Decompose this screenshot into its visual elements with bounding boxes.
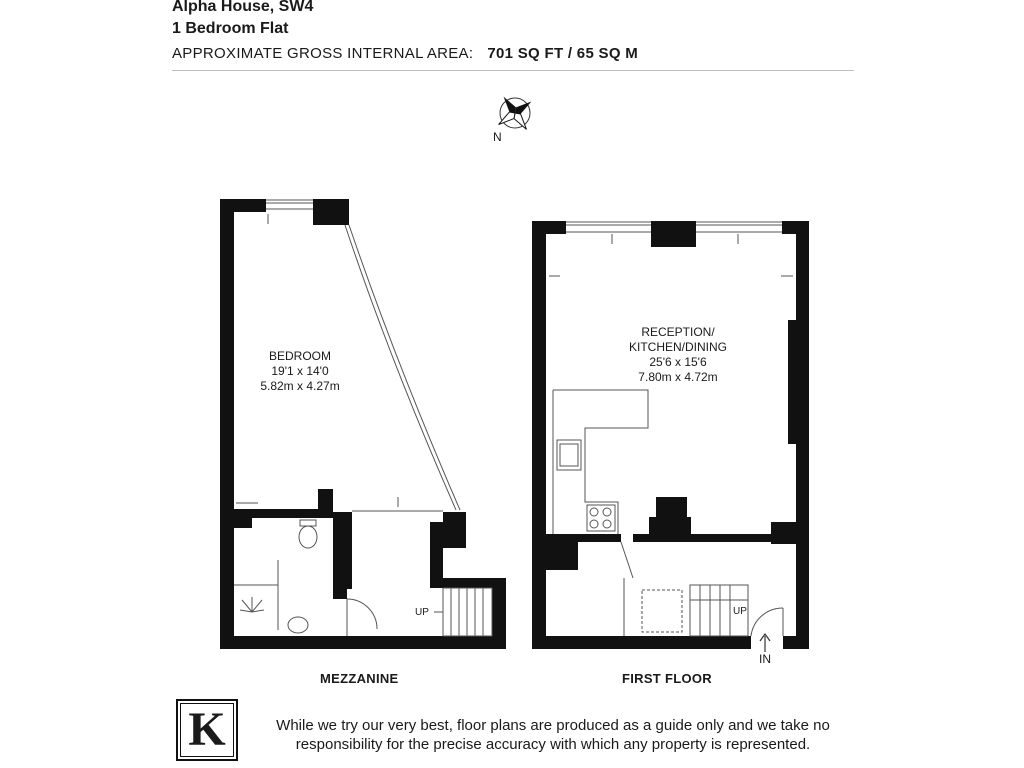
reception-imperial: 25'6 x 15'6: [649, 355, 707, 369]
bedroom-label: [260, 349, 339, 394]
mezzanine-stairs-up-label: UP: [415, 607, 429, 618]
entrance-arrow-icon: [760, 634, 770, 652]
bedroom-metric: 5.82m x 4.27m: [260, 379, 340, 393]
logo-letter: K: [180, 703, 234, 757]
bedroom-name: BEDROOM: [268, 349, 331, 363]
mezzanine-lines: [234, 200, 492, 636]
first-floor-plan: [532, 221, 809, 649]
first-floor-label: FIRST FLOOR: [622, 671, 712, 686]
reception-metric: 7.80m x 4.72m: [638, 370, 718, 384]
gross-area-value: 701 SQ FT / 65 SQ M: [487, 45, 639, 62]
agency-logo: [176, 699, 238, 761]
reception-name-1: RECEPTION/: [641, 325, 715, 339]
mezzanine-floor-label: MEZZANINE: [320, 671, 399, 686]
shower-head-icon: [240, 597, 264, 612]
disclaimer-text: While we try our very best, floor plans are produced as a guide only and we take no responsibility for the precise accuracy with which any property is represented.: [276, 717, 830, 753]
bedroom-imperial: 19'1 x 14'0: [271, 364, 329, 378]
property-subtitle: 1 Bedroom Flat: [172, 20, 289, 37]
gross-area-label: APPROXIMATE GROSS INTERNAL AREA:: [172, 45, 474, 62]
reception-label: [629, 325, 727, 385]
compass-north-label: N: [493, 130, 502, 144]
reception-name-2: KITCHEN/DINING: [628, 340, 728, 354]
property-title: Alpha House, SW4: [172, 0, 314, 15]
first-floor-stairs-up-label: UP: [733, 606, 747, 617]
first-floor-lines: [549, 222, 793, 636]
entrance-label: IN: [759, 652, 771, 666]
